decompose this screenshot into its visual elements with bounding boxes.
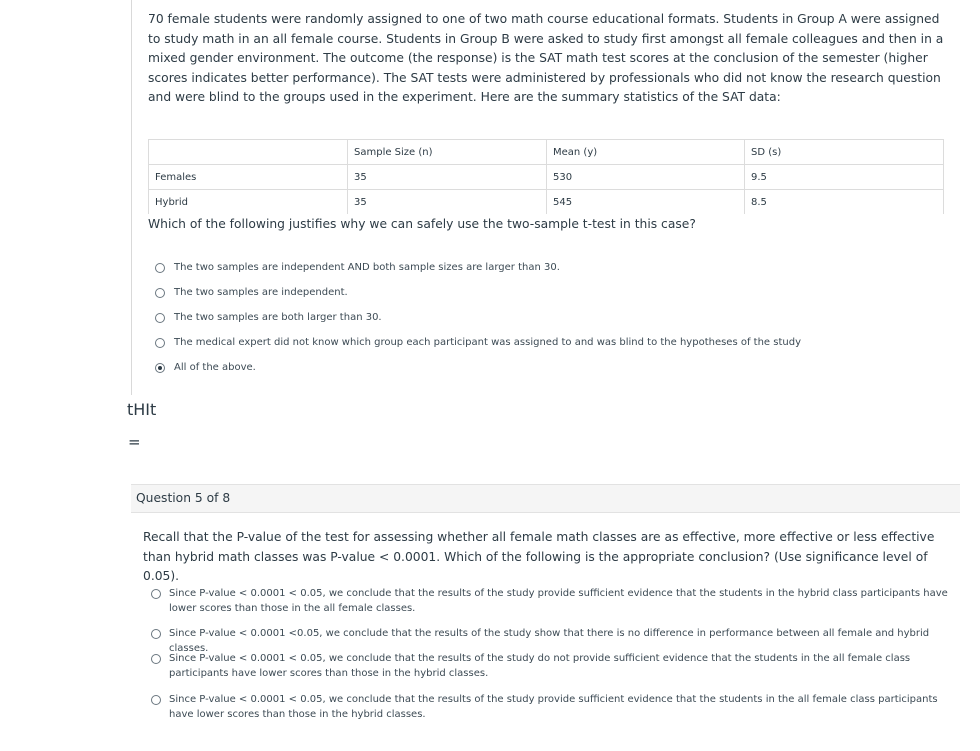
question-4-prompt: Which of the following justifies why we can safely use the two-sample t-test in this case? [148,217,696,231]
radio-button[interactable] [151,695,161,705]
answer-option[interactable] [151,626,951,654]
radio-button[interactable] [151,589,161,599]
radio-button[interactable] [151,629,161,639]
answer-option-label: Since P-value < 0.0001 < 0.05, we conclude that the results of the study provide sufficient evidence that the students in the all female class participants have lower scores than those in the hybrid classes. [169,694,938,720]
answer-option-label: Since P-value < 0.0001 < 0.05, we conclude that the results of the study do not provide sufficient evidence that the students in the all female class participants have lower scores than those in the hybrid classes. [169,653,911,679]
answer-option[interactable] [155,255,801,280]
handwritten-note: tHIt [127,400,157,419]
table-header-cell [149,140,348,165]
summary-stats-table [148,139,944,214]
table-cell: 8.5 [745,190,944,215]
answer-option[interactable] [151,692,951,724]
table-cell: Hybrid [149,190,348,215]
left-divider [131,0,132,395]
answer-option-label: The two samples are independent. [174,287,348,298]
radio-button[interactable] [155,263,165,273]
radio-button[interactable] [155,313,165,323]
answer-option-label: The two samples are both larger than 30. [174,312,382,323]
answer-option-label: All of the above. [174,362,256,373]
table-cell: 545 [547,190,745,215]
table-header-cell: SD (s) [745,140,944,165]
answer-option[interactable] [155,280,801,305]
answer-option[interactable] [151,651,951,692]
table-header-row [149,140,944,165]
question-5-header-bar [131,484,960,513]
question-5-options [151,586,951,724]
answer-option-label: Since P-value < 0.0001 <0.05, we conclude that the results of the study show that there is no difference in performance between all female and hybrid classes. [169,628,930,654]
table-header-cell: Sample Size (n) [348,140,547,165]
radio-button[interactable] [155,338,165,348]
radio-button[interactable] [151,654,161,664]
table-row [149,165,944,190]
answer-option[interactable] [155,330,801,355]
question-5-title: Question 5 of 8 [136,491,231,505]
radio-button[interactable] [155,288,165,298]
answer-option-label: The two samples are independent AND both sample sizes are larger than 30. [174,262,560,273]
table-cell: 530 [547,165,745,190]
table-cell: Females [149,165,348,190]
question-intro-text: 70 female students were randomly assigned to one of two math course educational formats. Students in Group A were assigned to study math in an all female course. Students in Group B were asked to study first amongst all female colleagues and then in a mixed gender environment. The outcome (the response) is the SAT math test scores at the conclusion of the semester (higher scores indicates better performance). The SAT tests were administered by professionals who did not know the research question and were blind to the groups used in the experiment. Here are the summary statistics of the SAT data: [148,12,944,105]
answer-option-label: Since P-value < 0.0001 < 0.05, we conclude that the results of the study provide sufficient evidence that the students in the hybrid class participants have lower scores than those in the all female classes. [169,588,948,614]
answer-option[interactable] [155,305,801,330]
table-cell: 35 [348,165,547,190]
table-cell: 9.5 [745,165,944,190]
answer-option-selected[interactable] [155,355,801,380]
table-header-cell: Mean (y) [547,140,745,165]
answer-option-label: The medical expert did not know which group each participant was assigned to and was blind to the hypotheses of the study [174,337,801,348]
answer-option[interactable] [151,586,951,626]
radio-button-selected[interactable] [155,363,165,373]
question-4-options [155,255,801,380]
handwritten-equals: = [128,433,141,451]
table-row [149,190,944,215]
question-5-prompt: Recall that the P-value of the test for assessing whether all female math classes are as effective, more effective or less effective than hybrid math classes was P-value < 0.0001. Which of the following is the appropriate conclusion? (Use significance level of 0.05). [143,530,935,584]
table-cell: 35 [348,190,547,215]
